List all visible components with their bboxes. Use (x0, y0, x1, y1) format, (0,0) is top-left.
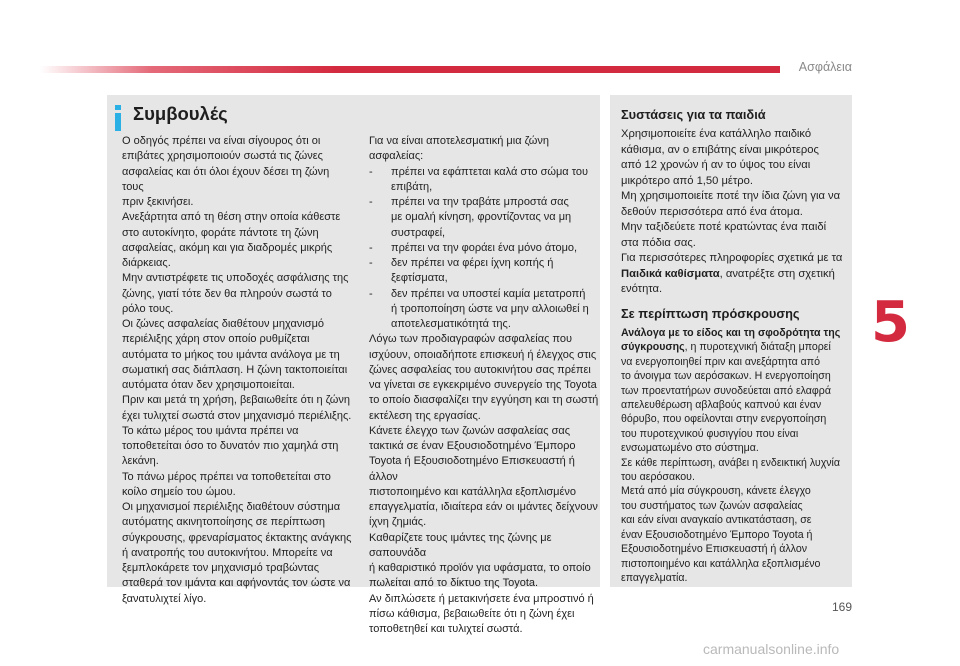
text-line: Κάνετε έλεγχο των ζωνών ασφαλείας σας (369, 424, 571, 437)
list-dash (369, 180, 381, 195)
list-item-line (369, 210, 601, 225)
text-line: Οι ζώνες ασφαλείας διαθέτουν μηχανισμό (122, 318, 325, 330)
collision-lead-1 (621, 326, 849, 340)
children-lines (621, 127, 849, 267)
collision-heading: Σε περίπτωση πρόσκρουσης (621, 306, 800, 321)
text-line: ζώνης, γιατί τότε δεν θα πληρούν σωστά το (122, 287, 332, 300)
text-line: περιέλιξης χάρη στον οποίο ρυθμίζεται (122, 333, 310, 346)
belt-effective-intro: Για να είναι αποτελεσματική μια ζώνη ασφαλείας: (369, 135, 549, 163)
text-line: εκτέλεση της εργασίας. (369, 409, 481, 422)
text-line: ίχνη ζημιάς. (369, 516, 427, 529)
belt-requirements-list (369, 165, 601, 333)
child-seats-reference: Παιδικά καθίσματα (621, 267, 720, 280)
column-divider (600, 95, 610, 587)
list-item-line (369, 241, 601, 256)
list-dash: - (369, 165, 373, 178)
section-title: Ασφάλεια (798, 60, 852, 74)
text-line: κοίλο σημείο του ώμου. (122, 485, 236, 498)
text-line: επαγγελματία, ιδιαίτερα εάν οι ιμάντες δείχνουν (369, 501, 598, 513)
text-line: σωματική σας διάπλαση. Η ζώνη τακτοποιείται (122, 363, 348, 376)
text-line: Λόγω των προδιαγραφών ασφαλείας που (369, 333, 573, 346)
text-line: ξεμπλοκάρετε τον μηχανισμό τραβώντας (122, 562, 320, 574)
collision-bold-term: σύγκρουσης (621, 341, 685, 354)
reference-tail: , ανατρέξτε στη σχετική (719, 267, 835, 280)
text-line: Καθαρίζετε τους ιμάντες της ζώνης με σαπουνάδα (369, 531, 552, 559)
list-dash (369, 210, 381, 225)
text-line: επιβάτες χρησιμοποιούν σωστά τις ζώνες (122, 150, 323, 163)
text-line: Ο οδηγός πρέπει να είναι σίγουρος ότι οι (122, 135, 321, 147)
text-line: πριν ξεκινήσει. (122, 196, 194, 208)
text-line: το οποίο διασφαλίζει την εγγύηση και τη σωστή (369, 394, 599, 407)
header-accent-bar (40, 66, 780, 73)
list-item-text: συστραφεί, (391, 226, 446, 239)
text-line: αυτόματα το μήκος του ιμάντα ανάλογα με τη (122, 348, 340, 361)
text-line: πωλείται από το δίκτυο της Toyota. (369, 577, 539, 590)
text-line: Αν διπλώσετε ή μετακινήσετε ένα μπροστινό ή (369, 592, 594, 605)
text-line: ασφαλείας και ότι όλοι έχουν δέσει τη ζώνη τους (122, 165, 330, 193)
tips-column-2 (369, 134, 601, 637)
list-item-text: πρέπει να εφάπτεται καλά στο σώμα του (391, 165, 589, 178)
text-line: και εάν είναι αναγκαίο αντικατάσταση, σε (621, 514, 812, 527)
text-line: τοποθετηθεί και τυλιχτεί σωστά. (369, 623, 523, 635)
collision-lead-2 (621, 340, 849, 354)
text-line: μικρότερο από 1,50 μέτρο. (621, 174, 753, 187)
text-line: να γίνεται σε εγκεκριμένο συνεργείο της Toyota (369, 379, 597, 391)
list-item-text: αποτελεσματικότητά της. (391, 318, 511, 330)
list-item-text: δεν πρέπει να φέρει ίχνη κοπής ή (391, 257, 554, 269)
text-line: ρόλο τους. (122, 302, 174, 315)
text-line: Για περισσότερες πληροφορίες σχετικά με τα (621, 252, 843, 264)
text-line: Το κάτω μέρος του ιμάντα πρέπει να (122, 424, 299, 437)
list-item-line (369, 195, 601, 210)
children-last-line: ενότητα. (621, 283, 663, 295)
text-line: από 12 χρονών ή αν το ύψος του είναι (621, 159, 811, 171)
collision-bold-lead: Ανάλογα με το είδος και τη σφοδρότητα της (621, 327, 841, 339)
text-line: Οι μηχανισμοί περιέλιξης διαθέτουν σύστημα (122, 501, 341, 513)
text-line: λεκάνη. (122, 455, 159, 468)
list-dash (369, 302, 381, 317)
list-item-text: δεν πρέπει να υποστεί καμία μετατροπή (391, 287, 586, 300)
collision-lines (621, 355, 849, 586)
list-dash: - (369, 287, 373, 300)
text-line: δεθούν περισσότερα από ένα άτομα. (621, 205, 803, 218)
text-line: να ενεργοποιηθεί πριν και ανεξάρτητα από (621, 355, 821, 368)
list-item-line (369, 180, 601, 195)
list-dash: - (369, 257, 373, 269)
tips-heading: Συμβουλές (133, 103, 228, 124)
text-line: Σε κάθε περίπτωση, ανάβει η ενδεικτική λυχνία (621, 456, 841, 469)
list-item-line (369, 165, 601, 180)
text-line: ή καθαριστικό προϊόν για υφάσματα, το οποίο (369, 562, 591, 574)
text-line: πίσω κάθισμα, βεβαιωθείτε ότι η ζώνη έχει (369, 607, 575, 620)
list-dash (369, 317, 381, 332)
list-dash: - (369, 196, 373, 208)
text-line: Μην αντιστρέφετε τις υποδοχές ασφάλισης της (122, 272, 349, 285)
list-item-line (369, 302, 601, 317)
list-item-line (369, 256, 601, 271)
text-line: τακτικά σε έναν Εξουσιοδοτημένο Έμπορο (369, 440, 576, 452)
list-dash: - (369, 241, 373, 254)
belt-maintenance-text (369, 332, 601, 637)
list-item-text: ξεφτίσματα, (391, 272, 448, 285)
text-line: Ανεξάρτητα από τη θέση στην οποία κάθεστε (122, 211, 341, 224)
text-line: Μετά από μία σύγκρουση, κάνετε έλεγχο (621, 485, 811, 498)
list-item-text: με ομαλή κίνηση, φροντίζοντας να μη (391, 211, 572, 224)
text-line: τοποθετείται όσο το δυνατόν πιο χαμηλά στη (122, 440, 339, 452)
collision-text (621, 326, 849, 585)
text-line: ισχύουν, οποιαδήποτε επισκευή ή έλεγχος στις (369, 348, 597, 361)
list-item-text: επιβάτη, (391, 180, 433, 193)
text-line: του πυροτεχνικού φυσιγγίου που είναι (621, 427, 799, 440)
text-line: Εξουσιοδοτημένο Επισκευαστή ή άλλον (621, 543, 808, 556)
text-line: ξανατυλιχτεί λίγο. (122, 592, 207, 605)
list-item-line (369, 287, 601, 302)
text-line: ενσωματωμένο στο σύστημα. (621, 442, 759, 455)
page-number: 169 (831, 600, 852, 614)
text-line: απελευθέρωση αβλαβούς καπνού και έναν (621, 399, 822, 412)
text-line: στο αυτοκίνητο, φοράτε πάντοτε τη ζώνη (122, 226, 319, 239)
tips-column-1 (122, 134, 352, 607)
list-item-line (369, 271, 601, 286)
text-line: επαγγελματία. (621, 571, 688, 584)
children-text (621, 127, 849, 298)
text-line: έναν Εξουσιοδοτημένο Έμπορο Toyota ή (621, 528, 813, 541)
list-item-text: ή τροποποίηση ώστε να μην αλλοιωθεί η (391, 302, 589, 315)
text-line: πιστοποιημένο και κατάλληλα εξοπλισμένο (369, 485, 577, 498)
text-line: Toyota ή Εξουσιοδοτημένο Επισκευαστή ή άλλον (369, 455, 575, 483)
text-line: στα πόδια σας. (621, 236, 696, 249)
text-line: θόρυβο, που οφείλονται στην ενεργοποίηση (621, 413, 827, 426)
watermark: carmanualsonline.info (703, 641, 840, 657)
text-line: πιστοποιημένο και κατάλληλα εξοπλισμένο (621, 557, 821, 570)
list-item-text: πρέπει να την τραβάτε μπροστά σας (391, 196, 569, 208)
text-line: του αερόσακου. (621, 471, 695, 484)
text-line: Χρησιμοποιείτε ένα κατάλληλο παιδικό (621, 128, 812, 140)
collision-lead-tail: , η πυροτεχνική διάταξη μπορεί (684, 341, 831, 354)
children-reference-line (621, 267, 849, 283)
text-line: το άνοιγμα των αερόσακων. Η ενεργοποίηση (621, 370, 831, 383)
text-line: αυτόματα όταν δεν χρησιμοποιείται. (122, 379, 295, 391)
text-line: Μη χρησιμοποιείτε ποτέ την ίδια ζώνη για να (621, 190, 841, 202)
info-icon (111, 105, 125, 131)
text-line: σύγκρουσης, φρεναρίσματος έκτακτης ανάγκης (122, 531, 352, 544)
text-line: του συστήματος των ζωνών ασφαλείας (621, 499, 803, 512)
list-dash (369, 226, 381, 241)
list-item-line (369, 226, 601, 241)
text-line: διάρκειας. (122, 257, 171, 269)
text-line: σταθερά τον ιμάντα και αφήνοντάς τον ώστε να (122, 577, 351, 590)
list-item-line (369, 317, 601, 332)
text-line: έχει τυλιχτεί σωστά στον μηχανισμό περιέλιξης. (122, 409, 352, 422)
text-line: ασφαλείας, ακόμη και για διαδρομές μικρής (122, 241, 333, 254)
text-line: κάθισμα, αν ο επιβάτης είναι μικρότερος (621, 143, 819, 156)
children-heading: Συστάσεις για τα παιδιά (621, 107, 766, 122)
list-dash (369, 271, 381, 286)
text-line: Μην ταξιδεύετε ποτέ κρατώντας ένα παιδί (621, 221, 827, 233)
chapter-number: 5 (871, 290, 910, 355)
text-line: των προεντατήρων συνοδεύεται από ελαφρά (621, 384, 831, 397)
text-line: ή ανατροπής του αυτοκινήτου. Μπορείτε να (122, 546, 333, 559)
text-line: Το πάνω μέρος πρέπει να τοποθετείται στο (122, 470, 331, 483)
list-item-text: πρέπει να την φοράει ένα μόνο άτομο, (391, 241, 578, 254)
text-line: Πριν και μετά τη χρήση, βεβαιωθείτε ότι η ζώνη (122, 394, 350, 407)
text-line: ζώνες ασφαλείας του αυτοκινήτου σας πρέπει (369, 363, 591, 376)
text-line: αυτόματης ακινητοποίησης σε περίπτωση (122, 516, 326, 529)
